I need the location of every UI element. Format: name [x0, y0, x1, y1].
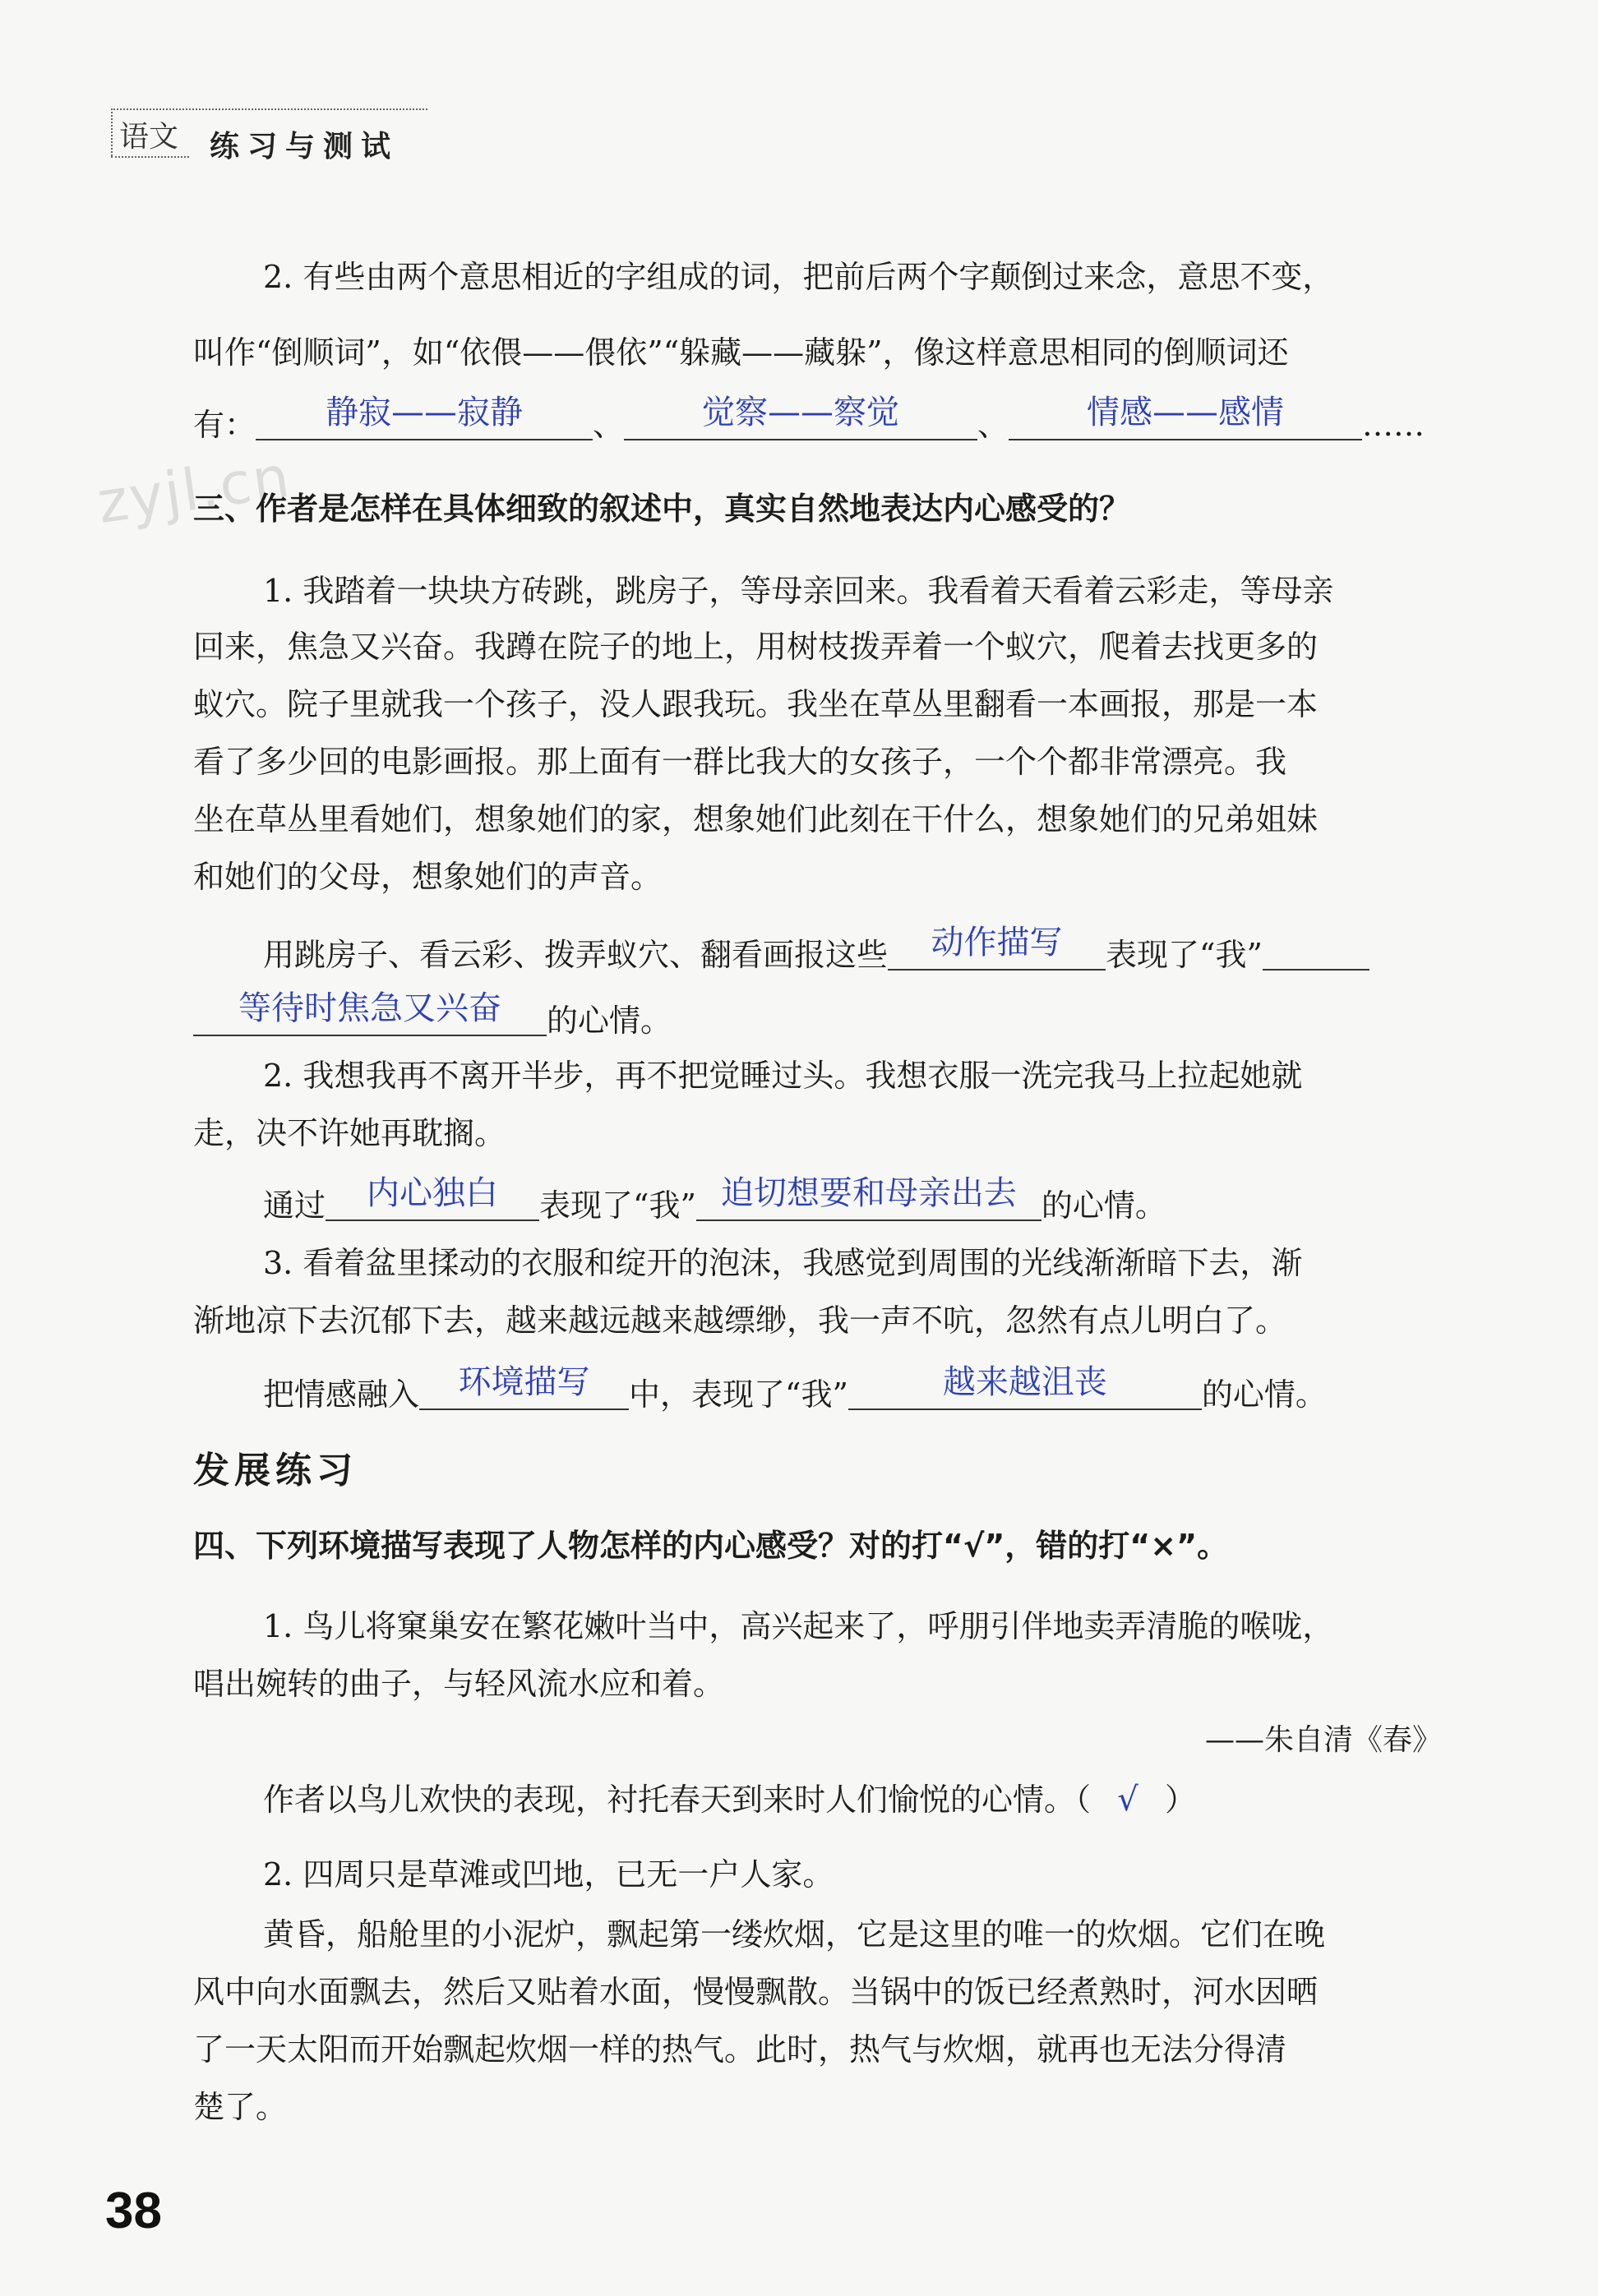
- s4-item1-source: ——朱自清《春》: [1204, 1723, 1442, 1757]
- s3-q2-blank-2[interactable]: [696, 1174, 1041, 1221]
- s3-q2-line: [263, 1174, 1166, 1224]
- s3-q3-text-c: 的心情。: [1201, 1376, 1327, 1413]
- s3-p2-line-2: 走，决不许她再耽搁。: [193, 1115, 506, 1151]
- watermark: zyjl.cn: [93, 442, 295, 537]
- q2-line-2: 叫作“倒顺词”，如“依偎——偎依”“躲藏——藏躲”，像这样意思相同的倒顺词还: [193, 334, 1289, 371]
- s4-item2-line-2: 黄昏，船舱里的小泥炉，飘起第一缕炊烟，它是这里的唯一的炊烟。它们在晚: [263, 1916, 1326, 1953]
- check-mark-icon: √: [1117, 1781, 1138, 1819]
- s3-q3-answer-2: 越来越沮丧: [942, 1363, 1107, 1401]
- s3-p1-line-2: 回来，焦急又兴奋。我蹲在院子的地上，用树枝拨弄着一个蚁穴，爬着去找更多的: [193, 629, 1319, 665]
- s3-q1-blank-2[interactable]: [193, 989, 547, 1036]
- s3-q1-blank-2-start[interactable]: [1263, 933, 1369, 970]
- q2-sep-1: 、: [593, 407, 625, 443]
- q2-blank-1[interactable]: [256, 394, 593, 440]
- q2-blank-2[interactable]: [624, 394, 977, 440]
- development-title: 发展练习: [193, 1450, 358, 1491]
- s4-item2-line-5: 楚了。: [193, 2089, 288, 2125]
- s4-item1-answer-slot[interactable]: [1091, 1781, 1165, 1819]
- section-4-title: 四、下列环境描写表现了人物怎样的内心感受？对的打“√”，错的打“×”。: [193, 1528, 1229, 1564]
- s3-q3-text-a: 把情感融入: [263, 1376, 420, 1413]
- page-number: 38: [105, 2183, 162, 2239]
- s3-q3-answer-1: 环境描写: [458, 1363, 590, 1401]
- s3-q1-line-1: [263, 924, 1369, 973]
- s3-q3-blank-1[interactable]: [419, 1363, 629, 1410]
- s3-q1-answer-1: 动作描写: [931, 924, 1063, 961]
- s4-item1-close: ）: [1165, 1782, 1197, 1818]
- s3-p1-line-6: 和她们的父母，想象她们的声音。: [193, 859, 663, 895]
- s3-q1-text-c: 的心情。: [547, 1003, 672, 1039]
- s4-item1-statement: [263, 1781, 1197, 1819]
- s3-q2-blank-1[interactable]: [326, 1174, 539, 1221]
- q2-blank-3[interactable]: [1009, 394, 1362, 440]
- s3-q3-text-b: 中，表现了“我”: [629, 1376, 848, 1413]
- s3-q2-text-a: 通过: [263, 1187, 326, 1224]
- s3-p1-line-4: 看了多少回的电影画报。那上面有一群比我大的女孩子，一个个都非常漂亮。我: [193, 744, 1287, 780]
- s4-item2-line-1: 2. 四周只是草滩或凹地，已无一户人家。: [263, 1856, 834, 1893]
- header-rule-vertical: [111, 108, 113, 156]
- s3-p3-line-1: 3. 看着盆里揉动的衣服和绽开的泡沫，我感觉到周围的光线渐渐暗下去，渐: [263, 1245, 1303, 1281]
- s3-q1-text-b: 表现了“我”: [1106, 937, 1263, 973]
- s4-item1-line-2: 唱出婉转的曲子，与轻风流水应和着。: [193, 1666, 725, 1702]
- s3-q2-text-c: 的心情。: [1041, 1187, 1166, 1224]
- book-title: 练习与测试: [210, 130, 400, 164]
- s3-q2-answer-2: 迫切想要和母亲出去: [720, 1174, 1017, 1212]
- s3-p3-line-2: 渐地凉下去沉郁下去，越来越远越来越缥缈，我一声不吭，忽然有点儿明白了。: [193, 1302, 1287, 1339]
- s3-q1-blank-1[interactable]: [888, 924, 1106, 970]
- s3-p1-line-3: 蚁穴。院子里就我一个孩子，没人跟我玩。我坐在草丛里翻看一本画报，那是一本: [193, 686, 1319, 722]
- q2-ellipsis: ……: [1362, 407, 1425, 443]
- s3-q3-line: [263, 1363, 1327, 1413]
- q2-answer-line: [193, 394, 1425, 443]
- s3-q2-text-b: 表现了“我”: [539, 1187, 696, 1224]
- s4-item2-line-4: 了一天太阳而开始飘起炊烟一样的热气。此时，热气与炊烟，就再也无法分得清: [193, 2031, 1287, 2068]
- s3-q1-text-a: 用跳房子、看云彩、拨弄蚁穴、翻看画报这些: [263, 937, 889, 973]
- header-rule-lower: [111, 156, 189, 158]
- section-3-title: 三、作者是怎样在具体细致的叙述中，真实自然地表达内心感受的？: [193, 491, 1131, 527]
- q2-answer-1: 静寂——寂静: [326, 394, 524, 431]
- q2-prefix: 有：: [193, 407, 256, 443]
- s3-q1-line-2: [193, 989, 672, 1039]
- header-rule: [111, 108, 427, 110]
- q2-line-1: 2. 有些由两个意思相近的字组成的词，把前后两个字颠倒过来念，意思不变，: [263, 259, 1334, 295]
- q2-sep-2: 、: [977, 407, 1009, 443]
- s3-p1-line-1: 1. 我踏着一块块方砖跳，跳房子，等母亲回来。我看着天看着云彩走，等母亲: [263, 573, 1334, 609]
- subject-label: 语文: [119, 120, 179, 154]
- s3-p1-line-5: 坐在草丛里看她们，想象她们的家，想象她们此刻在干什么，想象她们的兄弟姐妹: [193, 801, 1319, 837]
- s4-item2-line-3: 风中向水面飘去，然后又贴着水面，慢慢飘散。当锅中的饭已经煮熟时，河水因晒: [193, 1974, 1319, 2010]
- s3-q3-blank-2[interactable]: [848, 1363, 1202, 1410]
- q2-answer-2: 觉察——察觉: [702, 394, 900, 431]
- q2-answer-3: 情感——感情: [1087, 394, 1285, 431]
- s4-item1-line-1: 1. 鸟儿将窠巢安在繁花嫩叶当中，高兴起来了，呼朋引伴地卖弄清脆的喉咙，: [263, 1608, 1334, 1644]
- s3-p2-line-1: 2. 我想我再不离开半步，再不把觉睡过头。我想衣服一洗完我马上拉起她就: [263, 1058, 1303, 1094]
- s3-q2-answer-1: 内心独白: [367, 1174, 499, 1212]
- s4-item1-statement-text: 作者以鸟儿欢快的表现，衬托春天到来时人们愉悦的心情。（: [263, 1782, 1092, 1818]
- s3-q1-answer-2: 等待时焦急又兴奋: [238, 989, 501, 1027]
